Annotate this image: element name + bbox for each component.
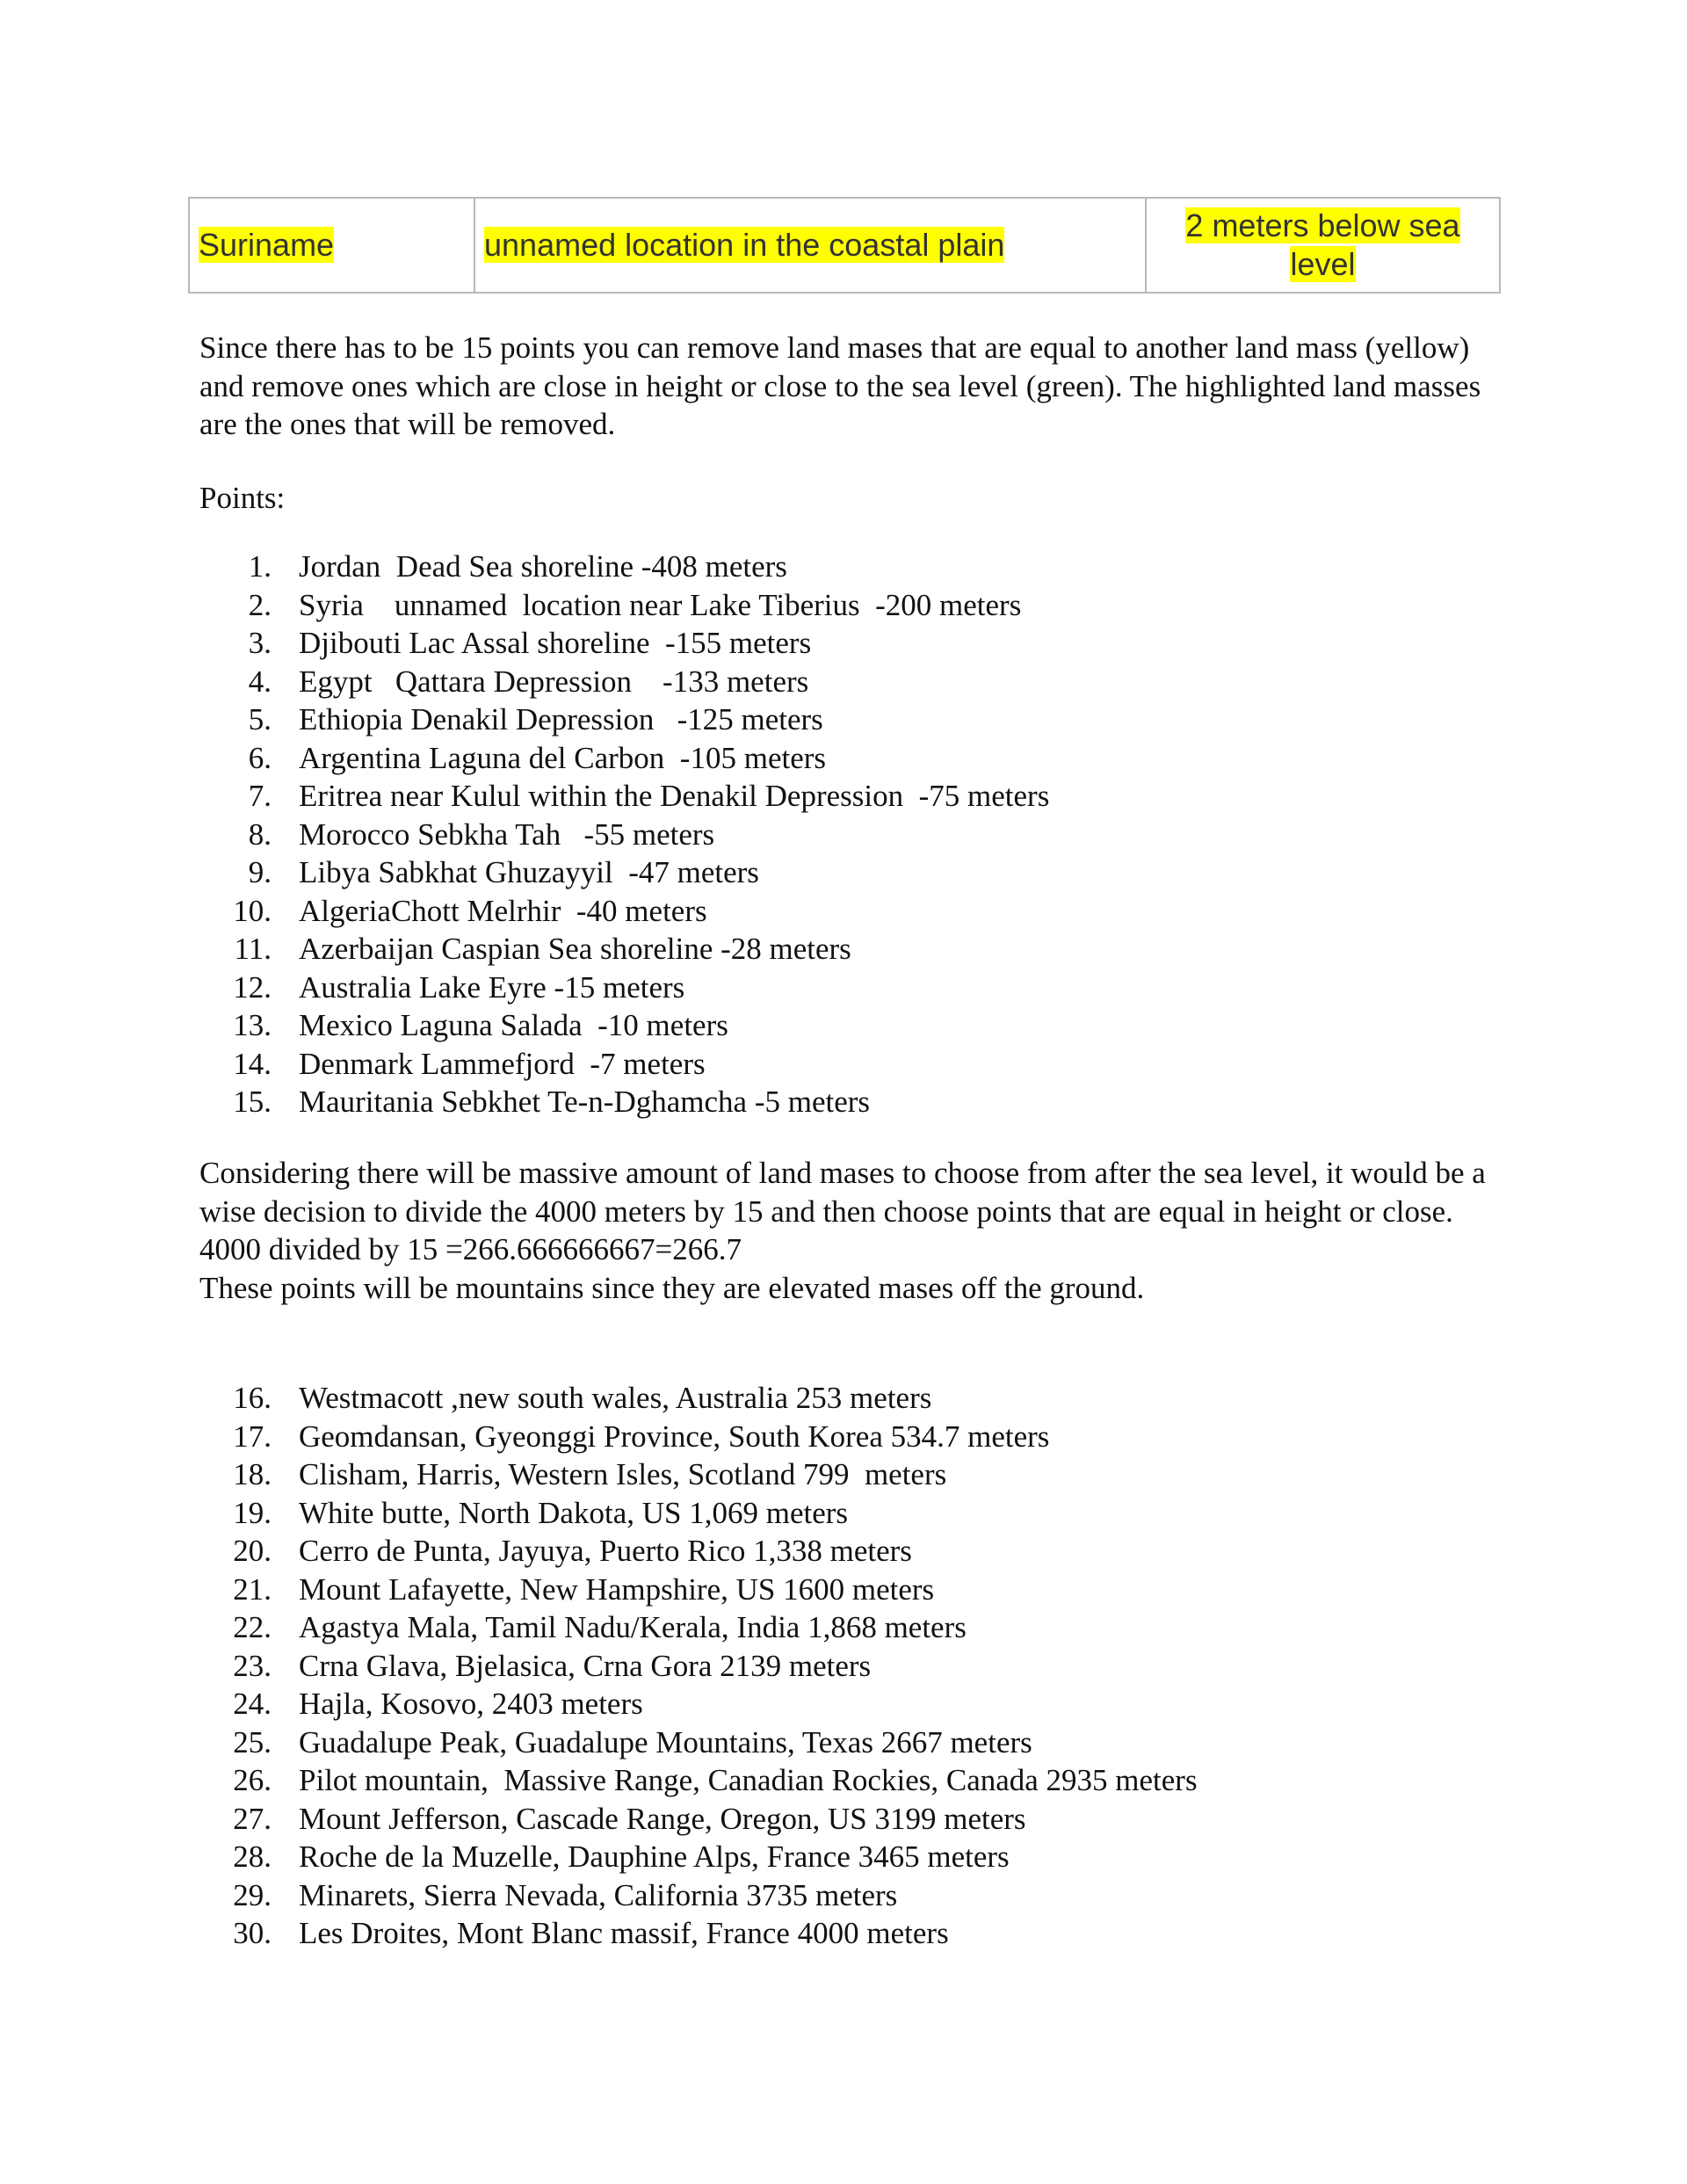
list-item-text: Eritrea near Kulul within the Denakil Depression -75 meters [299,779,1050,813]
list-item-text: Djibouti Lac Assal shoreline -155 meters [299,626,812,660]
list-item [199,586,1049,625]
division-calculation: 4000 divided by 15 =266.666666667=266.7 [199,1232,742,1266]
list-item-text: Clisham, Harris, Western Isles, Scotland 799 meters [299,1457,947,1491]
country-text: Suriname [199,227,335,263]
list-item-text: Les Droites, Mont Blanc massif, France 4000 meters [299,1916,949,1950]
list-item [199,1418,1198,1456]
list-item-text: Minarets, Sierra Nevada, California 3735 meters [299,1877,898,1912]
intro-paragraph: Since there has to be 15 points you can remove land mases that are equal to another land mass (yellow) and remove ones which are close in height or close to the sea level (green). The highlighted land masses are the ones that will be removed. [199,330,1481,441]
list-item [199,930,1049,969]
list-item-text: Crna Glava, Bjelasica, Crna Gora 2139 meters [299,1648,872,1683]
list-item-number: 7. [248,779,272,813]
list-item-text: Egypt Qattara Depression -133 meters [299,664,809,699]
reasoning-block [199,1154,1500,1307]
list-item [199,700,1049,739]
table-cell-location [474,198,1146,293]
list-item-number: 28. [233,1839,272,1874]
list-item [199,1876,1198,1915]
list-item-text: Guadalupe Peak, Guadalupe Mountains, Texas 2667 meters [299,1724,1032,1760]
mountains-note: These points will be mountains since they are elevated mases off the ground. [199,1270,1145,1305]
list-item [199,1494,1198,1533]
list-item-text: Pilot mountain, Massive Range, Canadian Rockies, Canada 2935 meters [299,1763,1198,1797]
list-item [199,624,1049,663]
list-item [199,1723,1198,1762]
list-item-text: Mauritania Sebkhet Te-n-Dghamcha -5 meters [299,1085,871,1119]
list-item [199,1761,1198,1800]
list-item-number: 23. [233,1648,272,1683]
list-item-text: Azerbaijan Caspian Sea shoreline -28 meters [299,932,851,966]
list-item-text: Mount Jefferson, Cascade Range, Oregon, US 3199 meters [299,1801,1026,1836]
list-item-number: 27. [233,1801,272,1836]
list-item-text: Syria unnamed location near Lake Tiberius -200 meters [299,587,1022,622]
list-item-text: Cerro de Punta, Jayuya, Puerto Rico 1,338 meters [299,1534,912,1568]
list-item [199,1608,1198,1647]
list-item-text: AlgeriaChott Melrhir -40 meters [299,893,707,928]
table-cell-country [189,198,474,293]
list-item [199,1083,1049,1121]
list-item-text: Hajla, Kosovo, 2403 meters [299,1687,643,1721]
list-item-number: 30. [233,1916,272,1950]
list-item [199,816,1049,854]
table-cell-elevation [1146,198,1500,293]
list-item-number: 15. [233,1085,272,1119]
list-item-number: 14. [233,1046,272,1081]
list-item-number: 3. [248,626,272,660]
list-item-number: 20. [233,1534,272,1568]
list-item-text: Agastya Mala, Tamil Nadu/Kerala, India 1,868 meters [299,1610,967,1644]
points-heading: Points: [199,481,286,515]
list-item [199,1006,1049,1045]
table-row [189,198,1500,293]
list-item-number: 24. [233,1687,272,1721]
list-item-text: White butte, North Dakota, US 1,069 meters [299,1495,849,1530]
list-item [199,663,1049,701]
list-item [199,1838,1198,1876]
list-item-text: Argentina Laguna del Carbon -105 meters [299,740,827,775]
list-item [199,1045,1049,1084]
list-item-number: 1. [248,549,272,584]
list-item-number: 26. [233,1763,272,1797]
list-item-text: Mexico Laguna Salada -10 meters [299,1008,728,1042]
list-item-number: 11. [234,932,272,966]
list-item-number: 18. [233,1457,272,1491]
list-item-text: Morocco Sebkha Tah -55 meters [299,816,715,852]
list-item [199,969,1049,1007]
list-item-number: 21. [233,1571,272,1607]
list-item [199,1685,1198,1723]
list-item-number: 16. [233,1381,272,1415]
below-sea-level-list [199,548,1049,1121]
list-item-text: Jordan Dead Sea shoreline -408 meters [299,549,787,584]
location-text: unnamed location in the coastal plain [484,227,1005,263]
list-item-text: Mount Lafayette, New Hampshire, US 1600 meters [299,1571,935,1607]
list-item [199,777,1049,816]
list-item-text: Ethiopia Denakil Depression -125 meters [299,702,823,736]
list-item-text: Denmark Lammefjord -7 meters [299,1046,706,1081]
list-item [199,1914,1198,1953]
list-item-text: Westmacott ,new south wales, Australia 253 meters [299,1381,932,1415]
list-item [199,548,1049,586]
list-item [199,1800,1198,1839]
list-item-number: 25. [233,1724,272,1760]
list-item-number: 17. [233,1419,272,1454]
list-item [199,1379,1198,1418]
list-item [199,739,1049,778]
list-item-number: 19. [233,1495,272,1530]
list-item-number: 5. [248,702,272,736]
list-item-number: 10. [233,893,272,928]
list-item-number: 13. [233,1008,272,1042]
list-item-number: 9. [248,855,272,889]
list-item-number: 22. [233,1610,272,1644]
list-item-text: Libya Sabkhat Ghuzayyil -47 meters [299,855,759,889]
list-item [199,1647,1198,1686]
elevation-text: 2 meters below sea level [1185,207,1460,282]
list-item [199,1532,1198,1571]
list-item [199,892,1049,931]
list-item-number: 12. [233,969,272,1005]
list-item [199,853,1049,892]
list-item-number: 4. [248,664,272,699]
elevation-table [188,197,1501,294]
list-item-text: Australia Lake Eyre -15 meters [299,969,685,1005]
list-item-number: 8. [248,816,272,852]
mountain-points-list [199,1379,1198,1953]
reasoning-paragraph: Considering there will be massive amount of land mases to choose from after the sea level, it would be a wise decision to divide the 4000 meters by 15 and then choose points that are equal in height or close. [199,1156,1486,1229]
list-item [199,1571,1198,1609]
list-item-text: Geomdansan, Gyeonggi Province, South Korea 534.7 meters [299,1419,1050,1454]
list-item-number: 2. [248,587,272,622]
list-item-text: Roche de la Muzelle, Dauphine Alps, France 3465 meters [299,1839,1010,1874]
list-item [199,1455,1198,1494]
list-item-number: 6. [248,740,272,775]
list-item-number: 29. [233,1877,272,1912]
